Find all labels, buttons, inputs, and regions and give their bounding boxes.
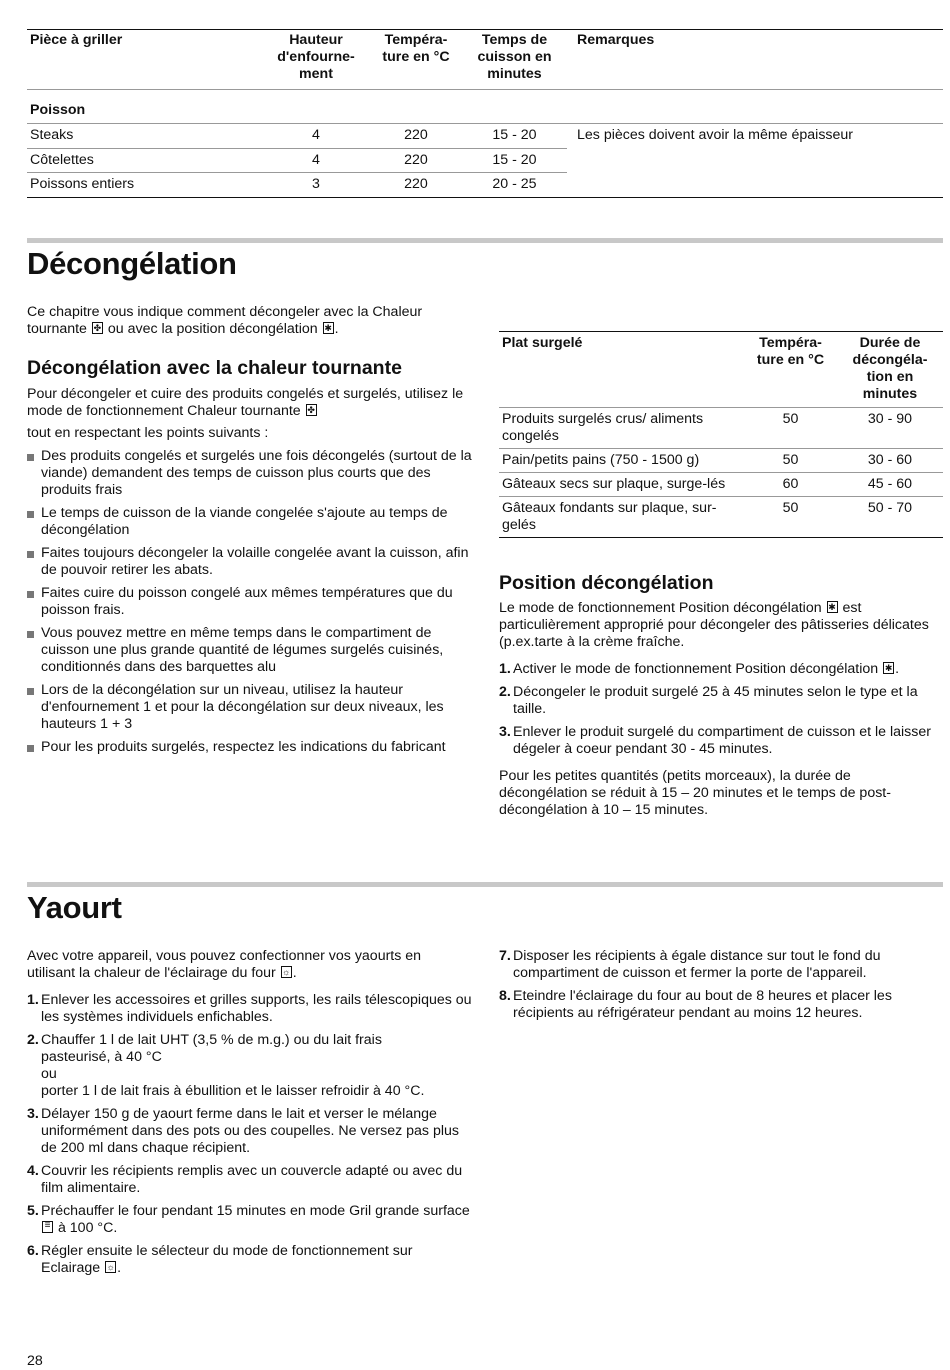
decongelation-left-column: [27, 304, 472, 762]
table-row: [499, 408, 943, 449]
fan-icon: [306, 404, 317, 416]
step-number: 2.: [499, 684, 511, 700]
col-header-piece: Pièce à griller: [30, 32, 123, 48]
decongelation-bullet-list: [27, 448, 472, 756]
col-header-plat: Plat surgelé: [502, 335, 583, 351]
table-row: [27, 124, 943, 149]
position-steps-list: [499, 661, 943, 758]
list-item: Lors de la décongélation sur un niveau, utilisez la hauteur d'enfournement 1 et pour la décongélation sur deux niveaux, les hauteurs 1 + 3: [27, 682, 472, 733]
position-text-b: est particulièrement approprié pour décongeler des pâtisseries délicates (p.ex.tarte à la crème fraîche.: [499, 600, 929, 650]
cell-duree: 30 - 90: [837, 408, 943, 449]
yaourt-intro-text: Avec votre appareil, vous pouvez confectionner vos yaourts en utilisant la chaleur de l'éclairage du four: [27, 948, 422, 981]
small-quantities-paragraph: Pour les petites quantités (petits morceaux), la durée de décongélation se réduit à 15 – 20 minutes et le temps de post-décongélation à 10 – 15 minutes.: [499, 768, 891, 818]
chaleur-tournante-text: Pour décongeler et cuire des produits congelés et surgelés, utilisez le mode de fonctionnement Chaleur tournante: [27, 386, 464, 419]
cell-duree: 45 - 60: [837, 473, 943, 497]
col-header-temps: Temps de cuisson en minutes: [477, 32, 552, 82]
list-item: Le temps de cuisson de la viande congelée s'ajoute au temps de décongélation: [27, 505, 472, 539]
step-number: 1.: [27, 992, 39, 1008]
position-decongelation-paragraph: [499, 600, 943, 651]
step-text: Enlever le produit surgelé du compartiment de cuisson et le laisser dégeler à coeur pendant 30 - 45 minutes.: [513, 724, 931, 757]
light-icon: [105, 1261, 116, 1273]
chaleur-tournante-paragraph: [27, 386, 472, 420]
col-header-temperature: Tempéra-ture en °C: [756, 335, 825, 368]
yaourt-intro-end: .: [292, 965, 297, 981]
step-number: 3.: [499, 724, 511, 740]
decongelation-intro: [27, 304, 472, 338]
cell-temps: 20 - 25: [462, 173, 567, 198]
list-item: [499, 948, 943, 982]
subheader-poisson: Poisson: [27, 90, 567, 124]
yaourt-steps-list-continued: [499, 948, 943, 1022]
col-header-hauteur: Hauteur d'enfourne-ment: [277, 32, 355, 82]
grill-table: [27, 29, 943, 198]
decongelation-table: [499, 331, 943, 538]
cell-piece: Poissons entiers: [27, 173, 262, 198]
list-item: Des produits congelés et surgelés une fois décongelés (surtout de la viande) demandent des temps de cuisson plus courts que des produits frais: [27, 448, 472, 499]
step-text: Eteindre l'éclairage du four au bout de 8 heures et placer les récipients au réfrigérateur pendant au moins 12 heures.: [513, 988, 892, 1021]
yaourt-right-column: [499, 948, 943, 1028]
list-item: Vous pouvez mettre en même temps dans le compartiment de cuisson une plus grande quantité de légumes surgelés cuisinés, conditionnés dans des barquettes alu: [27, 625, 472, 676]
cell-temp: 50: [744, 497, 837, 538]
list-item: [499, 661, 943, 678]
page-number: 28: [27, 1353, 43, 1369]
cell-temp: 60: [744, 473, 837, 497]
list-item: Faites toujours décongeler la volaille congelée avant la cuisson, afin de pouvoir retirer les abats.: [27, 545, 472, 579]
col-header-temperature: Tempéra-ture en °C: [382, 32, 450, 65]
step-number: 7.: [499, 948, 511, 964]
cell-hauteur: 3: [262, 173, 370, 198]
cell-temp: 220: [370, 148, 462, 173]
section-divider: [27, 882, 943, 887]
table-row: [499, 473, 943, 497]
section-title-decongelation: Décongélation: [27, 246, 237, 281]
list-item: [499, 988, 943, 1022]
step-number: 2.: [27, 1032, 39, 1048]
step-number: 3.: [27, 1106, 39, 1122]
list-item: [27, 1106, 472, 1157]
cell-hauteur: 4: [262, 148, 370, 173]
step-number: 4.: [27, 1163, 39, 1179]
list-item: [27, 1243, 472, 1277]
section-divider: [27, 238, 943, 243]
cell-temp: 220: [370, 124, 462, 149]
light-icon: [281, 966, 292, 978]
step-text-or: ou: [41, 1066, 57, 1082]
step-text: Activer le mode de fonctionnement Position décongélation: [513, 661, 879, 677]
step-number: 6.: [27, 1243, 39, 1259]
list-item: [27, 1163, 472, 1197]
cell-temps: 15 - 20: [462, 124, 567, 149]
subsection-title-position-decongelation: Position décongélation: [499, 572, 714, 594]
points-intro: tout en respectant les points suivants :: [27, 425, 269, 441]
list-item: [27, 1203, 472, 1237]
cell-plat: Gâteaux fondants sur plaque, sur-gelés: [499, 497, 744, 538]
step-number: 8.: [499, 988, 511, 1004]
cell-plat: Pain/petits pains (750 - 1500 g): [499, 449, 744, 473]
list-item: Pour les produits surgelés, respectez les indications du fabricant: [27, 739, 472, 756]
list-item: [27, 1032, 472, 1100]
intro-end: .: [334, 321, 339, 337]
table-row: [499, 449, 943, 473]
decongelation-right-column: [499, 571, 943, 819]
defrost-icon: [883, 662, 894, 674]
cell-piece: Côtelettes: [27, 148, 262, 173]
list-item: [499, 724, 943, 758]
list-item: Faites cuire du poisson congelé aux mêmes températures que du poisson frais.: [27, 585, 472, 619]
step-text: Décongeler le produit surgelé 25 à 45 minutes selon le type et la taille.: [513, 684, 918, 717]
step-text: Disposer les récipients à égale distance sur tout le fond du compartiment de cuisson et fermer la porte de l'appareil.: [513, 948, 881, 981]
subsection-title-chaleur-tournante: Décongélation avec la chaleur tournante: [27, 357, 402, 379]
step-text: Couvrir les récipients remplis avec un couvercle adapté ou avec du film alimentaire.: [41, 1163, 463, 1196]
cell-piece: Steaks: [27, 124, 262, 149]
table-row: [499, 497, 943, 538]
intro-text-1: Ce chapitre vous indique comment décongeler avec la Chaleur tournante: [27, 304, 423, 337]
cell-duree: 50 - 70: [837, 497, 943, 538]
step-text: Régler ensuite le sélecteur du mode de fonctionnement sur Eclairage: [41, 1243, 413, 1276]
step-text: Délayer 150 g de yaourt ferme dans le lait et verser le mélange uniformément dans des pots ou des coupelles. Ne versez pas plus de 200 ml dans chaque récipient.: [41, 1106, 459, 1156]
step-text: Préchauffer le four pendant 15 minutes en mode Gril grande surface: [41, 1203, 470, 1219]
cell-plat: Produits surgelés crus/ aliments congelés: [499, 408, 744, 449]
fan-icon: [92, 322, 103, 334]
position-text-a: Le mode de fonctionnement Position décongélation: [499, 600, 822, 616]
decongelation-table-header: [499, 332, 943, 408]
cell-duree: 30 - 60: [837, 449, 943, 473]
cell-remark: Les pièces doivent avoir la même épaisseur: [567, 124, 943, 198]
cell-temp: 50: [744, 408, 837, 449]
grill-table-header: [27, 30, 943, 90]
cell-temp: 220: [370, 173, 462, 198]
grill-icon: [42, 1221, 53, 1233]
step-text: Chauffer 1 l de lait UHT (3,5 % de m.g.) ou du lait frais pasteurisé, à 40 °C: [41, 1032, 382, 1065]
list-item: [27, 992, 472, 1026]
list-item: [499, 684, 943, 718]
step-text: Enlever les accessoires et grilles supports, les rails télescopiques ou les systèmes individuels enfichables.: [41, 992, 472, 1025]
step-number: 5.: [27, 1203, 39, 1219]
section-title-yaourt: Yaourt: [27, 890, 122, 925]
defrost-icon: [827, 601, 838, 613]
table-subheader-row: [27, 90, 943, 124]
defrost-icon: [323, 322, 334, 334]
cell-temp: 50: [744, 449, 837, 473]
yaourt-intro: [27, 948, 472, 982]
step-number: 1.: [499, 661, 511, 677]
col-header-remarques: Remarques: [577, 32, 655, 48]
col-header-duree: Durée de décongéla-tion en minutes: [852, 335, 928, 402]
cell-temps: 15 - 20: [462, 148, 567, 173]
step-text-alt: porter 1 l de lait frais à ébullition et le laisser refroidir à 40 °C.: [41, 1083, 425, 1099]
step-text-end: à 100 °C.: [57, 1220, 118, 1236]
cell-plat: Gâteaux secs sur plaque, surge-lés: [499, 473, 744, 497]
cell-hauteur: 4: [262, 124, 370, 149]
yaourt-left-column: [27, 948, 472, 1283]
step-text-end: .: [895, 661, 900, 677]
yaourt-steps-list: [27, 992, 472, 1277]
intro-text-2: ou avec la position décongélation: [107, 321, 318, 337]
step-text-end: .: [117, 1260, 122, 1276]
